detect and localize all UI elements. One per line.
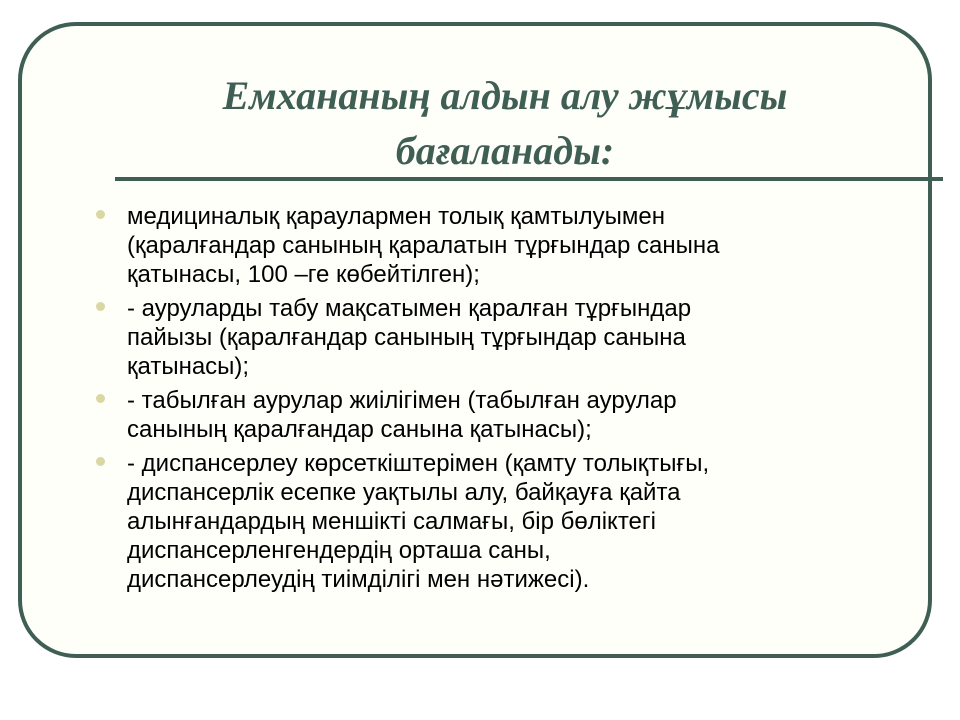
bullet-list (92, 202, 852, 599)
bullet-4-line-2: диспансерлік есепке уақтылы алу, байқауға қайта (127, 479, 681, 506)
bullet-3-line-1: - табылған аурулар жиілігімен (табылған аурулар (127, 387, 677, 414)
bullet-dot-icon (96, 457, 105, 466)
bullet-4-line-1: - диспансерлеу көрсеткіштерімен (қамту толықтығы, (127, 450, 710, 477)
bullet-1-line-2: (қаралғандар санының қаралатын тұрғындар санына (127, 232, 720, 259)
bullet-item-3 (92, 386, 852, 444)
bullet-item-4 (92, 449, 852, 594)
bullet-2-line-1: - ауруларды табу мақсатымен қаралған тұрғындар (127, 295, 692, 322)
bullet-dot-icon (96, 394, 105, 403)
bullet-3-line-2: санының қаралғандар санына қатынасы); (127, 416, 592, 443)
bullet-1-line-1: медициналық қараулармен толық қамтылуымен (127, 203, 666, 230)
bullet-dot-icon (96, 210, 105, 219)
bullet-4-line-3: алынғандардың меншікті салмағы, бір бөліктегі (127, 508, 656, 535)
bullet-item-2 (92, 294, 852, 381)
slide-title (120, 68, 890, 178)
title-line-1: Емхананың алдын алу жұмысы (222, 73, 788, 118)
bullet-2-line-3: қатынасы); (127, 353, 250, 380)
bullet-1-line-3: қатынасы, 100 –ге көбейтілген); (127, 261, 480, 288)
bullet-item-1 (92, 202, 852, 289)
bullet-2-line-2: пайызы (қаралғандар санының тұрғындар санына (127, 324, 686, 351)
bullet-dot-icon (96, 302, 105, 311)
bullet-4-line-4: диспансерленгендердің орташа саны, (127, 537, 551, 564)
bullet-4-line-5: диспансерлеудің тиімділігі мен нәтижесі). (127, 566, 590, 593)
title-underline (115, 177, 943, 181)
title-line-2: бағаланады: (395, 128, 615, 173)
